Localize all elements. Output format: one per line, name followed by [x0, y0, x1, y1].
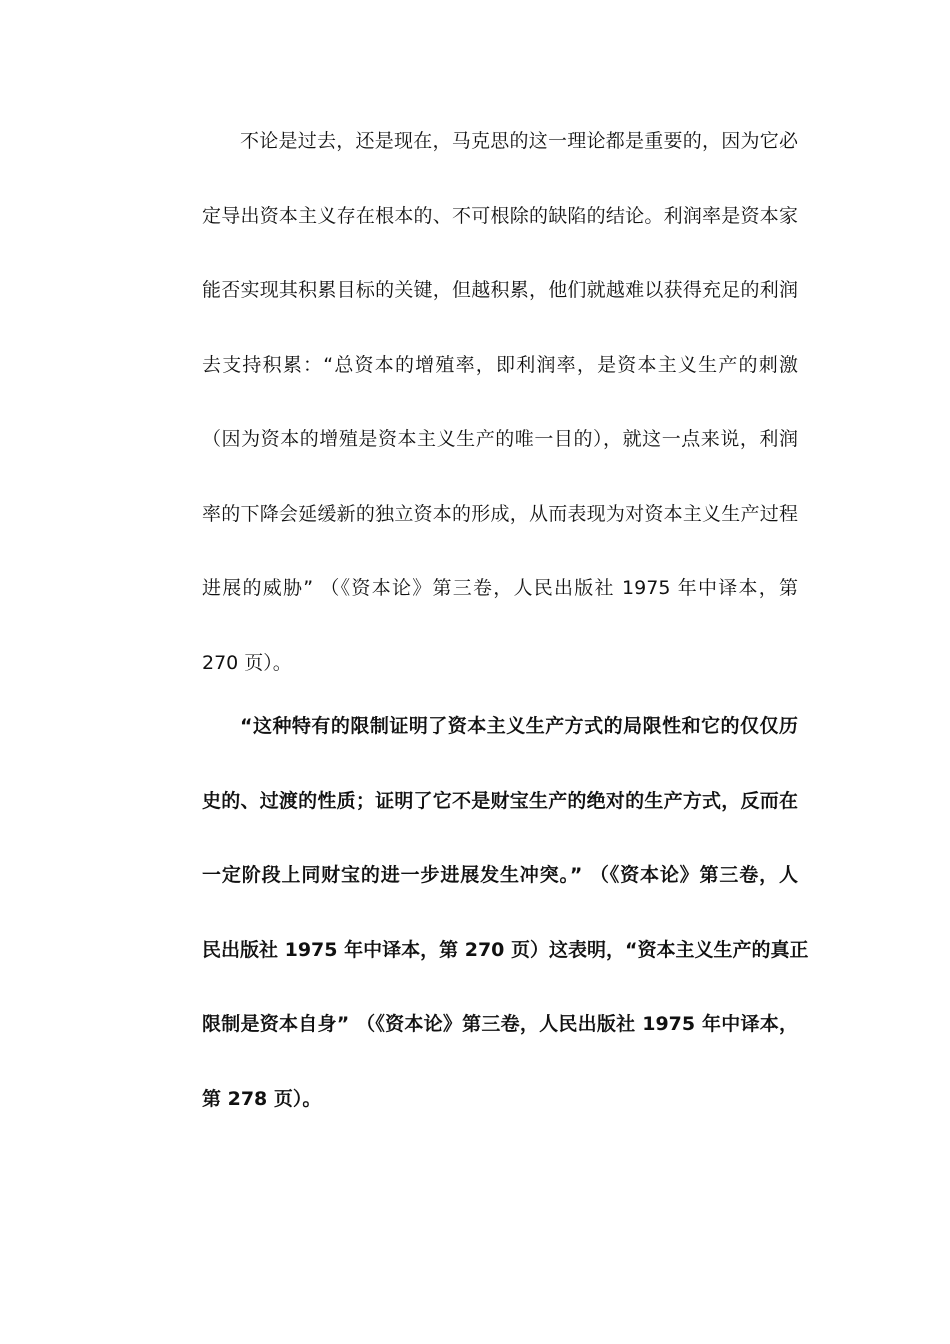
paragraph-line: 定导出资本主义存在根本的、不可根除的缺陷的结论。利润率是资本家: [202, 204, 798, 227]
paragraph-line: 能否实现其积累目标的关键，但越积累，他们就越难以获得充足的利润: [202, 279, 798, 301]
paragraph-line: 率的下降会延缓新的独立资本的形成，从而表现为对资本主义生产过程: [202, 502, 798, 525]
paragraph-line: 不论是过去，还是现在，马克思的这一理论都是重要的，因为它必: [240, 130, 798, 152]
paragraph-line: 去支持积累：“总资本的增殖率，即利润率，是资本主义生产的刺激: [202, 353, 798, 376]
paragraph-line: （因为资本的增殖是资本主义生产的唯一目的），就这一点来说，利润: [202, 428, 798, 450]
paragraph-line: 270 页）。: [202, 651, 292, 674]
paragraph-line: 限制是资本自身” （《资本论》第三卷，人民出版社 1975 年中译本，: [202, 1013, 798, 1035]
paragraph-line: “这种特有的限制证明了资本主义生产方式的局限性和它的仅仅历: [240, 715, 798, 737]
paragraph-line: 史的、过渡的性质；证明了它不是财宝生产的绝对的生产方式，反而在: [202, 789, 798, 812]
paragraph-line: 一定阶段上同财宝的进一步进展发生冲突。” （《资本论》第三卷，人: [202, 864, 798, 886]
paragraph-line: 民出版社 1975 年中译本，第 270 页）这表明，“资本主义生产的真正: [202, 938, 809, 961]
paragraph-line: 进展的威胁” （《资本论》第三卷，人民出版社 1975 年中译本，第: [202, 577, 798, 599]
paragraph-2: [202, 715, 809, 1163]
paragraph-line: 第 278 页）。: [202, 1087, 322, 1110]
paragraph-1: [202, 131, 798, 727]
